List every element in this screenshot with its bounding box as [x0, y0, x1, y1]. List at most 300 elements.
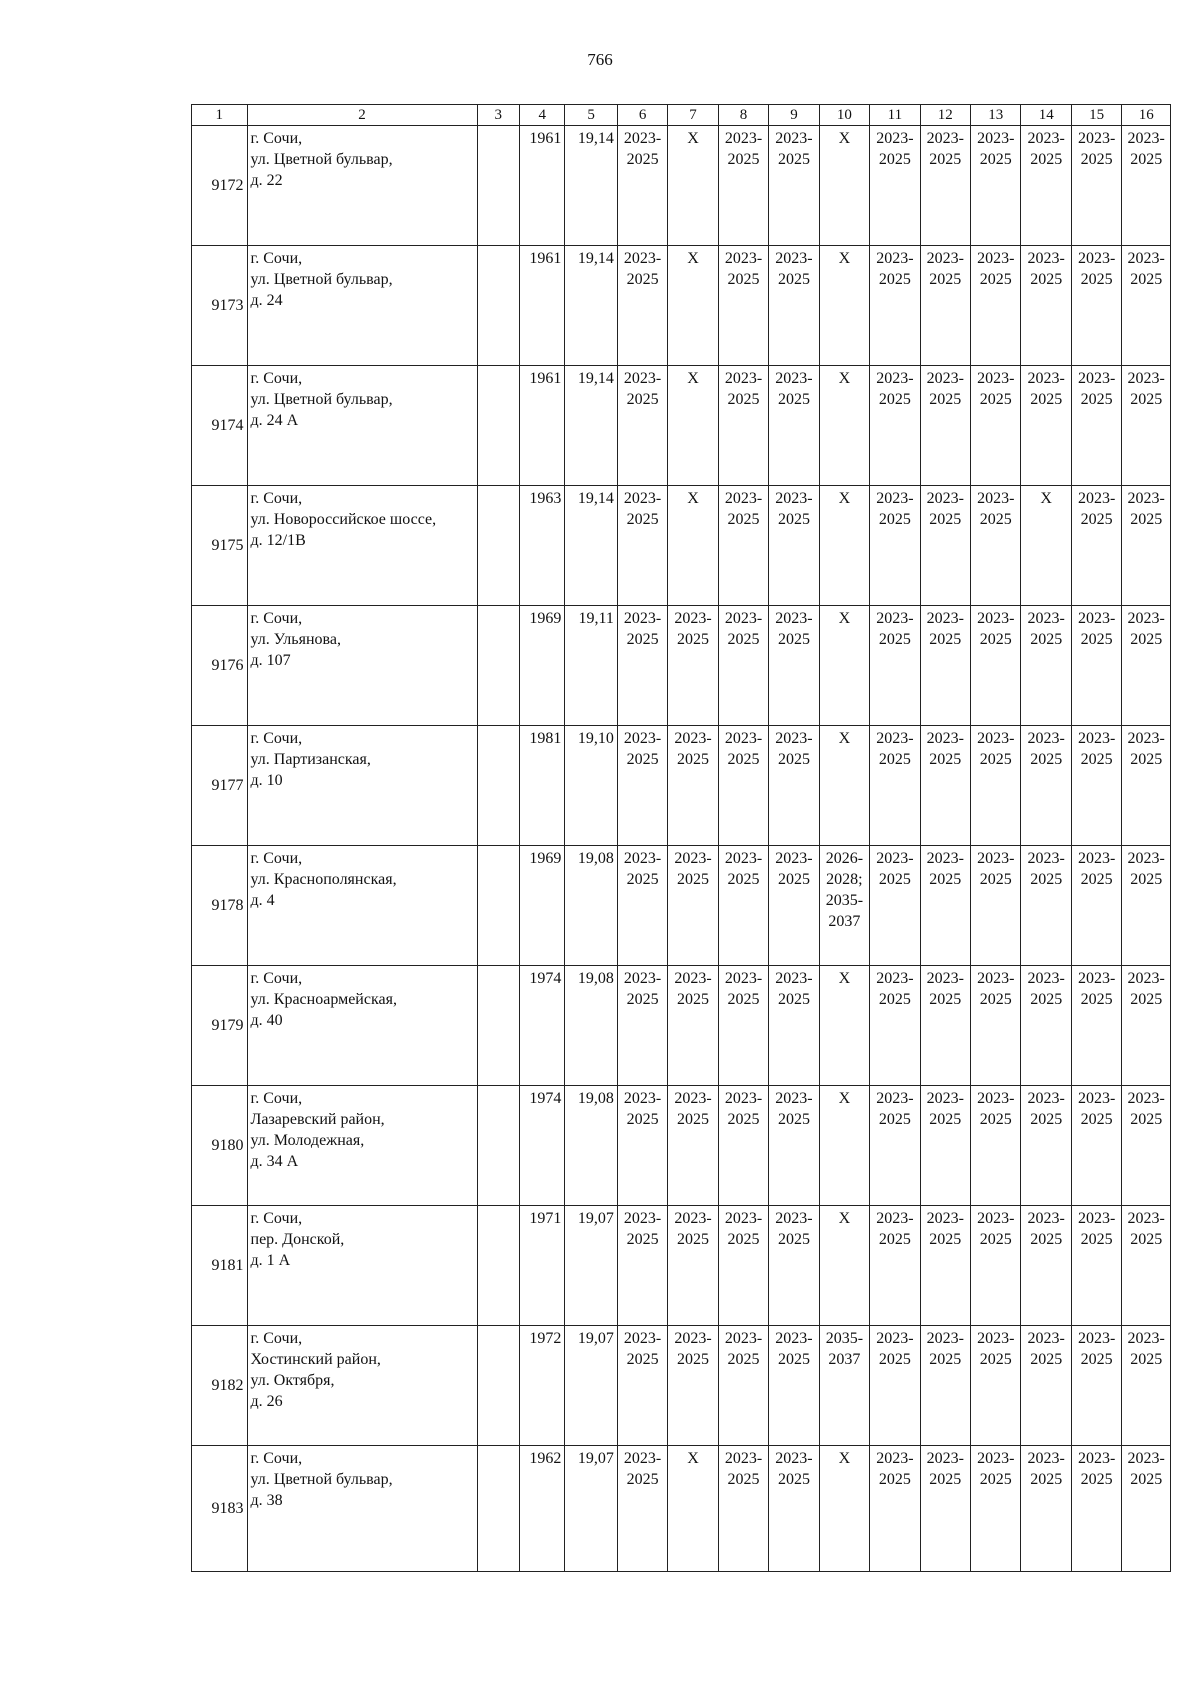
value-cell: 19,08 [565, 966, 617, 1086]
period-cell-c8 [718, 1326, 768, 1446]
period-cell-c13 [971, 366, 1021, 486]
period-text: 2023- 2025 [926, 130, 964, 168]
period-cell-c13 [971, 1086, 1021, 1206]
address-line: ул. Цветной бульвар, [250, 1471, 393, 1488]
address-line: ул. Молодежная, [250, 1132, 365, 1149]
value-cell: 19,10 [565, 726, 617, 846]
period-cell-c16 [1122, 126, 1171, 246]
period-text: 2023- 2025 [977, 610, 1015, 648]
period-cell-c7 [668, 486, 718, 606]
address-cell [247, 1206, 477, 1326]
period-text: 2023- 2025 [876, 850, 914, 888]
period-text: 2023- 2025 [977, 370, 1015, 408]
period-text: 2023- 2025 [724, 1090, 763, 1128]
column-header: 6 [617, 105, 667, 126]
period-text: 2023- 2025 [1127, 250, 1165, 288]
period-cell-c6 [617, 846, 667, 966]
column-3-cell [477, 366, 519, 486]
period-cell-c15 [1071, 486, 1121, 606]
period-cell-c6 [617, 606, 667, 726]
period-text: 2023- 2025 [1027, 610, 1065, 648]
value-cell: 19,07 [565, 1326, 617, 1446]
table-row [192, 246, 1171, 366]
period-cell-c11 [870, 966, 920, 1086]
period-cell-c8 [718, 366, 768, 486]
period-text: 2023- 2025 [623, 1450, 662, 1488]
period-text: 2023- 2025 [977, 1090, 1015, 1128]
period-cell-c8 [718, 1446, 768, 1572]
period-cell-c6 [617, 246, 667, 366]
period-cell-c9 [769, 246, 819, 366]
period-text: 2023- 2025 [623, 130, 662, 168]
period-cell-c10 [819, 726, 869, 846]
period-text: 2023- 2025 [926, 1450, 964, 1488]
period-cell-c16 [1122, 246, 1171, 366]
period-text: X [838, 490, 851, 507]
table-row [192, 1206, 1171, 1326]
period-text: 2023- 2025 [775, 730, 813, 768]
period-text: 2023- 2025 [724, 610, 763, 648]
period-text: 2023- 2025 [724, 130, 763, 168]
address-line: г. Сочи, [250, 490, 303, 507]
period-text: 2023- 2025 [1078, 970, 1116, 1008]
period-text: 2023- 2025 [1027, 1450, 1065, 1488]
period-cell-c6 [617, 1446, 667, 1572]
address-line: ул. Октября, [250, 1372, 335, 1389]
period-text: 2023- 2025 [623, 1330, 662, 1368]
period-text: 2023- 2025 [674, 1330, 712, 1368]
period-text: 2023- 2025 [1127, 1210, 1165, 1248]
value-cell: 19,07 [565, 1206, 617, 1326]
period-text: X [838, 130, 851, 147]
period-cell-c9 [769, 1326, 819, 1446]
period-cell-c15 [1071, 1086, 1121, 1206]
period-cell-c14 [1021, 726, 1071, 846]
column-header: 14 [1021, 105, 1071, 126]
table-row [192, 126, 1171, 246]
period-cell-c13 [971, 126, 1021, 246]
period-text: 2023- 2025 [977, 850, 1015, 888]
period-text: 2023- 2025 [977, 970, 1015, 1008]
period-cell-c14 [1021, 606, 1071, 726]
period-text: 2023- 2025 [1127, 370, 1165, 408]
period-text: 2023- 2025 [1078, 130, 1116, 168]
column-header: 2 [247, 105, 477, 126]
period-cell-c15 [1071, 846, 1121, 966]
period-text: 2023- 2025 [623, 1210, 662, 1248]
period-cell-c14 [1021, 246, 1071, 366]
value-cell: 19,08 [565, 846, 617, 966]
period-cell-c14 [1021, 366, 1071, 486]
period-text: 2023- 2025 [876, 610, 914, 648]
period-text: 2023- 2025 [623, 490, 662, 528]
period-cell-c7 [668, 966, 718, 1086]
value-cell: 19,11 [565, 606, 617, 726]
table-row [192, 606, 1171, 726]
period-text: 2023- 2025 [876, 1330, 914, 1368]
period-text: 2023- 2025 [1127, 130, 1165, 168]
period-cell-c9 [769, 1446, 819, 1572]
period-text: 2023- 2025 [926, 1330, 964, 1368]
period-cell-c16 [1122, 1206, 1171, 1326]
period-cell-c11 [870, 846, 920, 966]
address-line: д. 24 А [250, 412, 299, 429]
period-cell-c11 [870, 606, 920, 726]
address-line: ул. Ульянова, [250, 631, 341, 648]
address-cell [247, 1446, 477, 1572]
address-line: г. Сочи, [250, 730, 303, 747]
year-cell: 1969 [519, 606, 564, 726]
period-text: 2023- 2025 [724, 250, 763, 288]
period-text: 2023- 2025 [775, 250, 813, 288]
period-text: 2023- 2025 [1078, 1450, 1116, 1488]
period-text: 2023- 2025 [1027, 130, 1065, 168]
period-text: 2023- 2025 [775, 610, 813, 648]
period-text: 2023- 2025 [1078, 250, 1116, 288]
row-number: 9172 [192, 126, 248, 246]
period-text: 2023- 2025 [926, 970, 964, 1008]
period-text: X [838, 370, 851, 387]
value-cell: 19,14 [565, 366, 617, 486]
year-cell: 1969 [519, 846, 564, 966]
period-text: 2023- 2025 [623, 970, 662, 1008]
column-3-cell [477, 1446, 519, 1572]
column-header: 10 [819, 105, 869, 126]
period-cell-c9 [769, 366, 819, 486]
period-cell-c6 [617, 126, 667, 246]
address-line: д. 26 [250, 1393, 283, 1410]
period-text: 2023- 2025 [1078, 1330, 1116, 1368]
period-text: 2023- 2025 [926, 610, 964, 648]
column-header: 8 [718, 105, 768, 126]
period-cell-c10 [819, 1086, 869, 1206]
period-cell-c12 [920, 1206, 970, 1326]
period-cell-c10 [819, 126, 869, 246]
row-number: 9173 [192, 246, 248, 366]
period-cell-c16 [1122, 966, 1171, 1086]
period-cell-c15 [1071, 1206, 1121, 1326]
period-cell-c7 [668, 606, 718, 726]
period-cell-c11 [870, 1446, 920, 1572]
period-cell-c12 [920, 126, 970, 246]
period-text: 2023- 2025 [876, 730, 914, 768]
period-text: 2023- 2025 [1127, 970, 1165, 1008]
address-line: д. 22 [250, 172, 283, 189]
table-row [192, 1326, 1171, 1446]
address-line: ул. Цветной бульвар, [250, 151, 393, 168]
column-header: 7 [668, 105, 718, 126]
period-text: 2023- 2025 [1078, 730, 1116, 768]
row-number: 9182 [192, 1326, 248, 1446]
period-text: 2023- 2025 [674, 610, 712, 648]
period-text: 2023- 2025 [1127, 850, 1165, 888]
period-cell-c11 [870, 1326, 920, 1446]
period-text: 2023- 2025 [674, 1090, 712, 1128]
period-cell-c16 [1122, 606, 1171, 726]
period-cell-c15 [1071, 246, 1121, 366]
address-cell [247, 1326, 477, 1446]
period-cell-c8 [718, 1206, 768, 1326]
period-cell-c7 [668, 126, 718, 246]
address-line: г. Сочи, [250, 1330, 303, 1347]
table-row [192, 366, 1171, 486]
period-cell-c16 [1122, 1326, 1171, 1446]
address-line: д. 40 [250, 1012, 283, 1029]
period-cell-c8 [718, 846, 768, 966]
column-3-cell [477, 846, 519, 966]
address-cell [247, 246, 477, 366]
period-text: 2023- 2025 [876, 130, 914, 168]
period-text: 2023- 2025 [775, 1090, 813, 1128]
table-row [192, 1086, 1171, 1206]
period-cell-c13 [971, 1206, 1021, 1326]
column-3-cell [477, 606, 519, 726]
period-text: 2023- 2025 [1127, 1090, 1165, 1128]
period-cell-c10 [819, 966, 869, 1086]
period-text: 2023- 2025 [1078, 1090, 1116, 1128]
period-text: 2023- 2025 [724, 730, 763, 768]
period-cell-c10 [819, 846, 869, 966]
period-text: 2023- 2025 [926, 1210, 964, 1248]
period-text: 2023- 2025 [926, 730, 964, 768]
period-text: X [838, 250, 851, 267]
address-line: д. 1 А [250, 1252, 291, 1269]
address-line: г. Сочи, [250, 850, 303, 867]
period-text: X [1040, 490, 1052, 507]
period-cell-c13 [971, 606, 1021, 726]
column-3-cell [477, 1206, 519, 1326]
year-cell: 1974 [519, 1086, 564, 1206]
period-cell-c10 [819, 246, 869, 366]
year-cell: 1963 [519, 486, 564, 606]
period-text: X [838, 1210, 851, 1227]
row-number: 9175 [192, 486, 248, 606]
address-line: д. 10 [250, 772, 283, 789]
period-cell-c7 [668, 1086, 718, 1206]
period-cell-c6 [617, 966, 667, 1086]
address-line: ул. Новороссийское шоссе, [250, 511, 437, 528]
period-cell-c12 [920, 1086, 970, 1206]
row-number: 9178 [192, 846, 248, 966]
period-cell-c7 [668, 726, 718, 846]
period-text: X [687, 370, 699, 387]
period-cell-c6 [617, 486, 667, 606]
period-cell-c14 [1021, 966, 1071, 1086]
period-text: 2023- 2025 [674, 1210, 712, 1248]
row-number: 9176 [192, 606, 248, 726]
column-header: 5 [565, 105, 617, 126]
period-cell-c11 [870, 1206, 920, 1326]
table-row [192, 486, 1171, 606]
address-line: г. Сочи, [250, 250, 303, 267]
period-text: X [838, 730, 851, 747]
address-line: пер. Донской, [250, 1231, 345, 1248]
period-text: 2023- 2025 [1027, 1090, 1065, 1128]
value-cell: 19,07 [565, 1446, 617, 1572]
column-3-cell [477, 1086, 519, 1206]
period-text: 2023- 2025 [623, 610, 662, 648]
column-header: 3 [477, 105, 519, 126]
period-cell-c8 [718, 126, 768, 246]
address-cell [247, 366, 477, 486]
period-text: 2023- 2025 [876, 370, 914, 408]
address-line: г. Сочи, [250, 370, 303, 387]
address-line: д. 107 [250, 652, 291, 669]
address-cell [247, 966, 477, 1086]
period-text: X [687, 130, 699, 147]
period-cell-c9 [769, 606, 819, 726]
year-cell: 1971 [519, 1206, 564, 1326]
column-3-cell [477, 1326, 519, 1446]
value-cell: 19,08 [565, 1086, 617, 1206]
period-cell-c8 [718, 726, 768, 846]
column-number-row [192, 105, 1171, 126]
period-text: 2023- 2025 [876, 970, 914, 1008]
period-cell-c13 [971, 1446, 1021, 1572]
table-row [192, 1446, 1171, 1572]
period-cell-c10 [819, 1446, 869, 1572]
period-cell-c9 [769, 1206, 819, 1326]
year-cell: 1972 [519, 1326, 564, 1446]
period-text: 2023- 2025 [775, 1210, 813, 1248]
period-cell-c6 [617, 726, 667, 846]
period-cell-c7 [668, 1446, 718, 1572]
period-cell-c11 [870, 1086, 920, 1206]
column-3-cell [477, 966, 519, 1086]
address-cell [247, 126, 477, 246]
period-cell-c15 [1071, 1446, 1121, 1572]
period-text: 2023- 2025 [977, 1330, 1015, 1368]
period-text: 2023- 2025 [1027, 730, 1065, 768]
period-cell-c16 [1122, 366, 1171, 486]
address-line: г. Сочи, [250, 1090, 303, 1107]
period-cell-c11 [870, 366, 920, 486]
period-text: 2023- 2025 [775, 490, 813, 528]
address-cell [247, 726, 477, 846]
period-cell-c10 [819, 1206, 869, 1326]
address-line: г. Сочи, [250, 610, 303, 627]
row-number: 9183 [192, 1446, 248, 1572]
period-cell-c8 [718, 606, 768, 726]
column-3-cell [477, 126, 519, 246]
period-text: 2023- 2025 [1127, 1450, 1165, 1488]
period-cell-c7 [668, 366, 718, 486]
period-cell-c6 [617, 1086, 667, 1206]
column-header: 1 [192, 105, 248, 126]
period-cell-c16 [1122, 486, 1171, 606]
period-cell-c13 [971, 1326, 1021, 1446]
period-cell-c12 [920, 486, 970, 606]
period-cell-c9 [769, 846, 819, 966]
period-cell-c15 [1071, 966, 1121, 1086]
row-number: 9179 [192, 966, 248, 1086]
period-cell-c15 [1071, 366, 1121, 486]
period-text: 2023- 2025 [1027, 1330, 1065, 1368]
row-number: 9177 [192, 726, 248, 846]
housing-register-table [191, 104, 1171, 1572]
period-cell-c15 [1071, 606, 1121, 726]
period-text: 2023- 2025 [977, 730, 1015, 768]
period-text: 2023- 2025 [775, 850, 813, 888]
period-cell-c15 [1071, 126, 1121, 246]
period-text: X [838, 970, 851, 987]
period-cell-c10 [819, 1326, 869, 1446]
period-text: 2023- 2025 [977, 490, 1015, 528]
period-text: 2023- 2025 [1078, 850, 1116, 888]
period-text: 2023- 2025 [926, 1090, 964, 1128]
address-line: д. 4 [250, 892, 275, 909]
period-text: X [687, 490, 699, 507]
period-cell-c12 [920, 846, 970, 966]
period-cell-c14 [1021, 1326, 1071, 1446]
year-cell: 1961 [519, 246, 564, 366]
address-cell [247, 486, 477, 606]
period-text: 2023- 2025 [775, 970, 813, 1008]
period-cell-c12 [920, 1446, 970, 1572]
period-cell-c11 [870, 246, 920, 366]
period-text: X [838, 1450, 851, 1467]
address-line: д. 12/1В [250, 532, 306, 549]
column-header: 12 [920, 105, 970, 126]
period-text: 2023- 2025 [1027, 370, 1065, 408]
period-text: 2023- 2025 [775, 1330, 813, 1368]
year-cell: 1961 [519, 126, 564, 246]
period-cell-c15 [1071, 1326, 1121, 1446]
period-cell-c14 [1021, 1446, 1071, 1572]
period-text: 2026- 2028; 2035- 2037 [825, 850, 864, 930]
period-text: 2023- 2025 [674, 970, 712, 1008]
period-text: 2023- 2025 [876, 250, 914, 288]
period-text: X [687, 250, 699, 267]
column-header: 16 [1122, 105, 1171, 126]
period-cell-c16 [1122, 1086, 1171, 1206]
period-text: 2023- 2025 [623, 370, 662, 408]
period-text: 2023- 2025 [926, 250, 964, 288]
period-text: 2023- 2025 [775, 130, 813, 168]
period-text: 2023- 2025 [1027, 250, 1065, 288]
period-text: 2023- 2025 [623, 850, 662, 888]
period-text: 2023- 2025 [623, 250, 662, 288]
period-cell-c9 [769, 126, 819, 246]
period-cell-c13 [971, 726, 1021, 846]
table-row [192, 966, 1171, 1086]
period-cell-c13 [971, 486, 1021, 606]
period-cell-c12 [920, 726, 970, 846]
period-text: 2023- 2025 [1078, 490, 1116, 528]
address-cell [247, 1086, 477, 1206]
period-cell-c13 [971, 846, 1021, 966]
period-text: 2023- 2025 [1078, 1210, 1116, 1248]
period-cell-c12 [920, 246, 970, 366]
period-text: 2023- 2025 [1127, 610, 1165, 648]
period-cell-c8 [718, 246, 768, 366]
period-text: 2023- 2025 [926, 370, 964, 408]
period-text: 2023- 2025 [1027, 850, 1065, 888]
address-line: д. 24 [250, 292, 283, 309]
value-cell: 19,14 [565, 486, 617, 606]
address-line: ул. Цветной бульвар, [250, 271, 393, 288]
period-cell-c14 [1021, 486, 1071, 606]
year-cell: 1974 [519, 966, 564, 1086]
period-text: 2023- 2025 [926, 850, 964, 888]
period-text: 2023- 2025 [1027, 1210, 1065, 1248]
address-cell [247, 606, 477, 726]
period-cell-c8 [718, 1086, 768, 1206]
period-cell-c12 [920, 366, 970, 486]
page-number: 766 [587, 50, 613, 69]
period-cell-c9 [769, 966, 819, 1086]
value-cell: 19,14 [565, 126, 617, 246]
